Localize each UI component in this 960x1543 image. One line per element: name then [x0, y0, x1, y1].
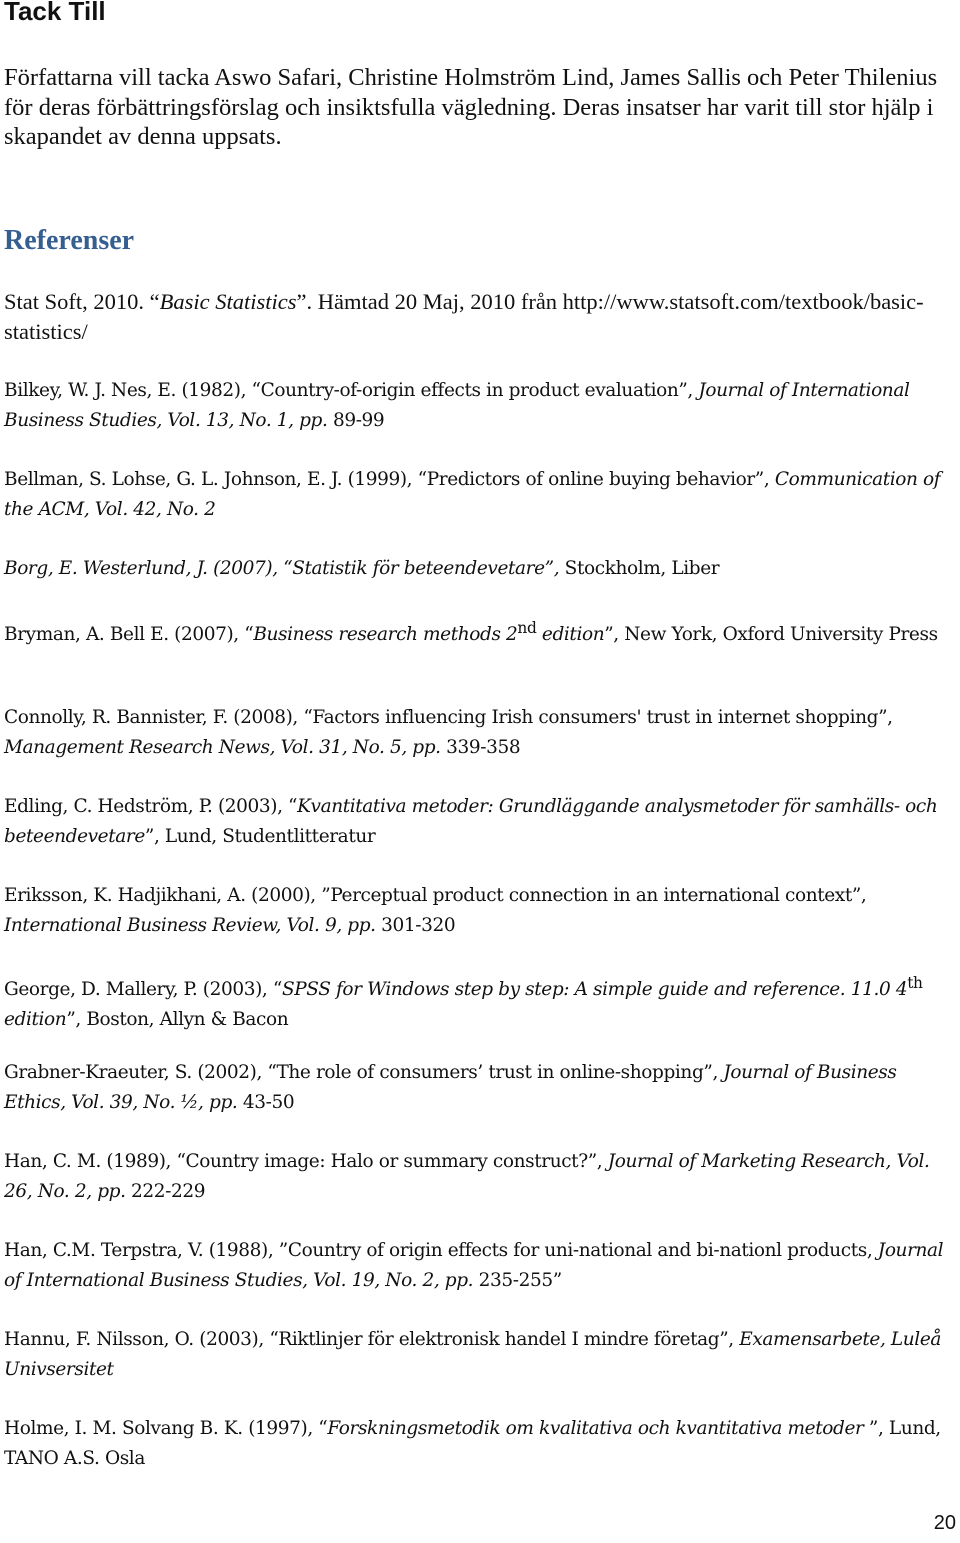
- section-title: Tack Till: [4, 0, 106, 26]
- reference-item: Borg, E. Westerlund, J. (2007), “Statistik för beteendevetare”, Stockholm, Liber: [4, 558, 720, 579]
- reference-item: Eriksson, K. Hadjikhani, A. (2000), ”Perceptual product connection in an international context”, International Business Review, Vol. 9, pp. 301-320: [4, 885, 867, 936]
- reference-item: Bellman, S. Lohse, G. L. Johnson, E. J. (1999), “Predictors of online buying behavior”, Communication of the ACM, Vol. 42, No. 2: [4, 469, 941, 520]
- reference-item: Bryman, A. Bell E. (2007), “Business research methods 2nd edition”, New York, Oxford University Press: [4, 619, 938, 646]
- page-number: 20: [933, 1512, 956, 1534]
- reference-item: George, D. Mallery, P. (2003), “SPSS for Windows step by step: A simple guide and reference. 11.0 4th edition”, Boston, Allyn & Bacon: [4, 974, 923, 1030]
- reference-item: Han, C. M. (1989), “Country image: Halo or summary construct?”, Journal of Marketing Research, Vol. 26, No. 2, pp. 222-229: [4, 1151, 930, 1202]
- reference-item: Stat Soft, 2010. “Basic Statistics”. Hämtad 20 Maj, 2010 från http://www.statsoft.com/textbook/basic-statistics/: [4, 289, 924, 344]
- reference-item: Edling, C. Hedström, P. (2003), “Kvantitativa metoder: Grundläggande analysmetoder för samhälls- och beteendevetare”, Lund, Studentlitteratur: [4, 796, 938, 847]
- references-heading: Referenser: [4, 225, 135, 256]
- reference-item: Connolly, R. Bannister, F. (2008), “Factors influencing Irish consumers' trust in internet shopping”, Management Research News, Vol. 31, No. 5, pp. 339-358: [4, 707, 893, 758]
- reference-item: Han, C.M. Terpstra, V. (1988), ”Country of origin effects for uni-national and bi-nationl products, Journal of International Business Studies, Vol. 19, No. 2, pp. 235-255”: [4, 1240, 944, 1291]
- reference-item: Holme, I. M. Solvang B. K. (1997), “Forskningsmetodik om kvalitativa och kvantitativa metoder ”, Lund, TANO A.S. Osla: [4, 1418, 941, 1469]
- reference-item: Bilkey, W. J. Nes, E. (1982), “Country-of-origin effects in product evaluation”, Journal of International Business Studies, Vol. 13, No. 1, pp. 89-99: [4, 380, 910, 431]
- reference-item: Hannu, F. Nilsson, O. (2003), “Riktlinjer för elektronisk handel I mindre företag”, Examensarbete, Luleå Univsersitet: [4, 1329, 942, 1380]
- acknowledgement-paragraph: Författarna vill tacka Aswo Safari, Christine Holmström Lind, James Sallis och Peter Thilenius för deras förbättringsförslag och insiktsfulla vägledning. Deras insatser har varit till stor hjälp i skapandet av denna uppsats.: [4, 64, 938, 150]
- reference-item: Grabner-Kraeuter, S. (2002), “The role of consumers’ trust in online-shopping”, Journal of Business Ethics, Vol. 39, No. ½, pp. 43-50: [4, 1062, 897, 1113]
